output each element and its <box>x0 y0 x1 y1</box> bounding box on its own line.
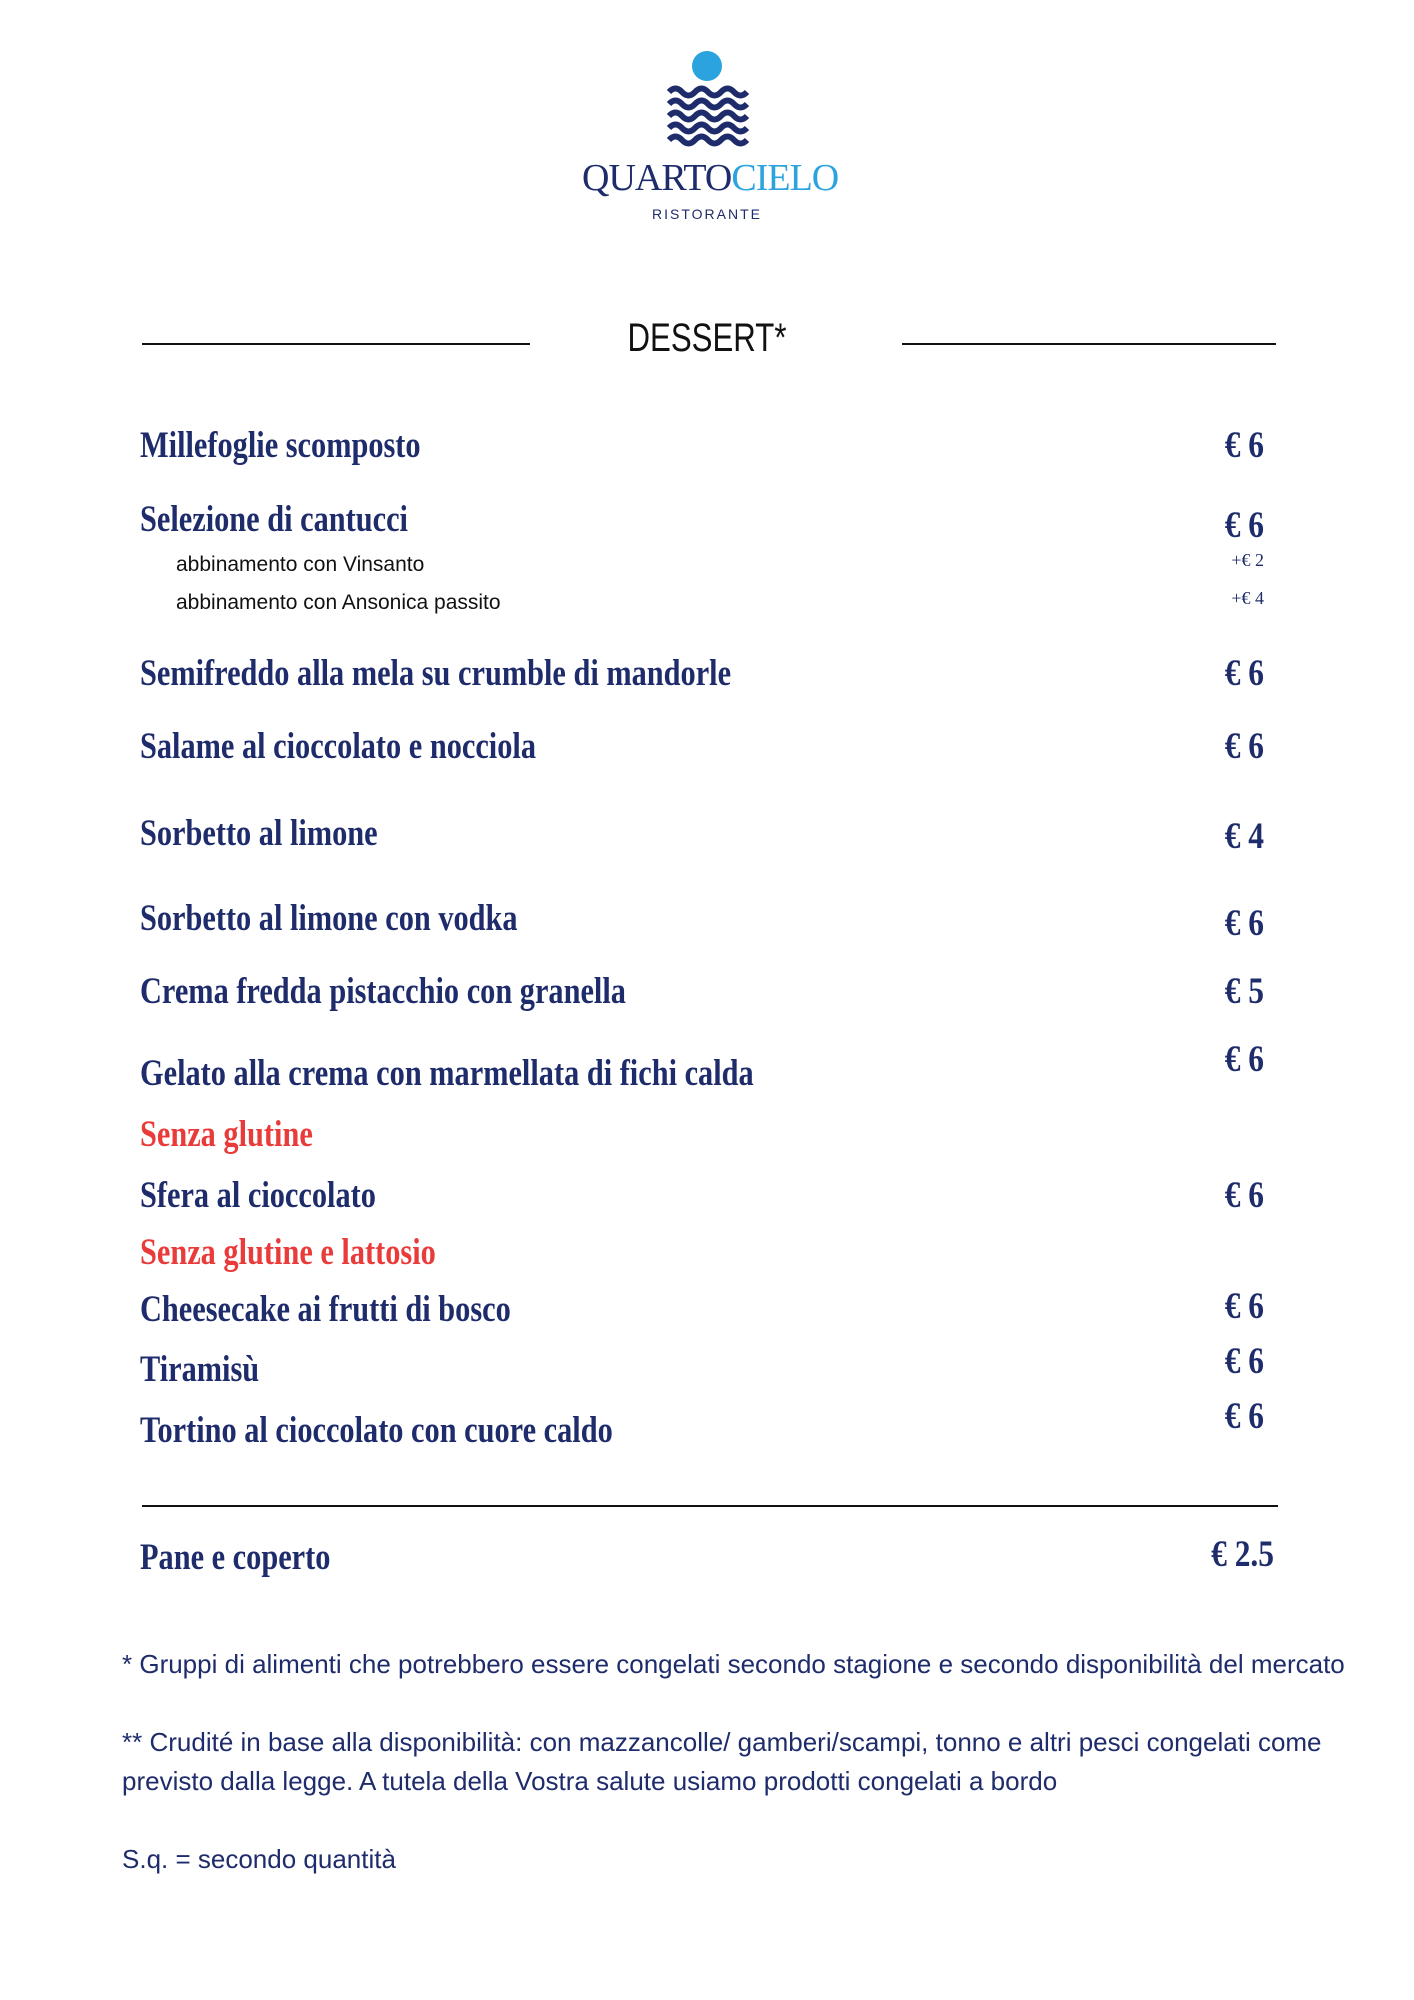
footnote-frozen: * Gruppi di alimenti che potrebbero essere congelati secondo stagione e secondo disponibilità del mercato <box>122 1649 1345 1679</box>
menu-item-price: € 6 <box>1224 726 1264 767</box>
menu-item-price: € 6 <box>1224 1175 1264 1216</box>
menu-item-name: Sorbetto al limone <box>140 813 378 854</box>
cover-charge-price: € 2.5 <box>1211 1534 1274 1575</box>
pairing-price: +€ 4 <box>1231 588 1264 608</box>
brand-name <box>582 156 839 200</box>
brand-name-part1: QUARTO <box>582 157 732 199</box>
category-label-gluten-free: Senza glutine <box>140 1114 313 1155</box>
footnote-crudite: ** Crudité in base alla disponibilità: con mazzancolle/ gamberi/scampi, tonno e altri pesci congelati come previsto dalla legge. A tutela della Vostra salute usiamo prodotti congelati a bordo <box>122 1727 1322 1796</box>
menu-item-name: Sorbetto al limone con vodka <box>140 898 518 939</box>
footnote-sq: S.q. = secondo quantità <box>122 1844 396 1874</box>
menu-item-name: Tiramisù <box>140 1349 260 1390</box>
section-title: DESSERT* <box>627 316 787 360</box>
menu-item-price: € 6 <box>1224 425 1264 466</box>
menu-item-price: € 6 <box>1224 505 1264 546</box>
menu-item-price: € 4 <box>1224 816 1264 857</box>
menu-item-price: € 6 <box>1224 1396 1264 1437</box>
menu-item-name: Tortino al cioccolato con cuore caldo <box>140 1410 613 1451</box>
menu-item-price: € 6 <box>1224 903 1264 944</box>
menu-item-name: Cheesecake ai frutti di bosco <box>140 1289 511 1330</box>
pairing-price: +€ 2 <box>1231 550 1264 570</box>
brand-name-part2: CIELO <box>731 157 839 199</box>
menu-item-name: Salame al cioccolato e nocciola <box>140 726 537 767</box>
menu-item-name: Selezione di cantucci <box>140 499 408 540</box>
menu-item-name: Millefoglie scomposto <box>140 425 421 466</box>
brand-subtitle: RISTORANTE <box>652 206 762 222</box>
menu-item-price: € 6 <box>1224 1341 1264 1382</box>
category-label-gluten-lactose-free: Senza glutine e lattosio <box>140 1232 436 1273</box>
sun-over-waves-icon <box>582 48 832 156</box>
menu-item-price: € 6 <box>1224 1286 1264 1327</box>
header-rule-right <box>902 343 1276 345</box>
menu-item-price: € 6 <box>1224 653 1264 694</box>
menu-item-name: Crema fredda pistacchio con granella <box>140 971 626 1012</box>
menu-item-name: Gelato alla crema con marmellata di fichi calda <box>140 1053 754 1094</box>
menu-item-price: € 5 <box>1224 971 1264 1012</box>
menu-item-name: Semifreddo alla mela su crumble di mandorle <box>140 653 732 694</box>
pairing-name: abbinamento con Vinsanto <box>176 553 425 576</box>
menu-item-price: € 6 <box>1224 1039 1264 1080</box>
footer-divider <box>142 1505 1278 1507</box>
menu-item-name: Sfera al cioccolato <box>140 1175 376 1216</box>
pairing-name: abbinamento con Ansonica passito <box>176 591 501 614</box>
cover-charge-name: Pane e coperto <box>140 1537 331 1578</box>
restaurant-logo <box>582 48 839 228</box>
header-rule-left <box>142 343 530 345</box>
